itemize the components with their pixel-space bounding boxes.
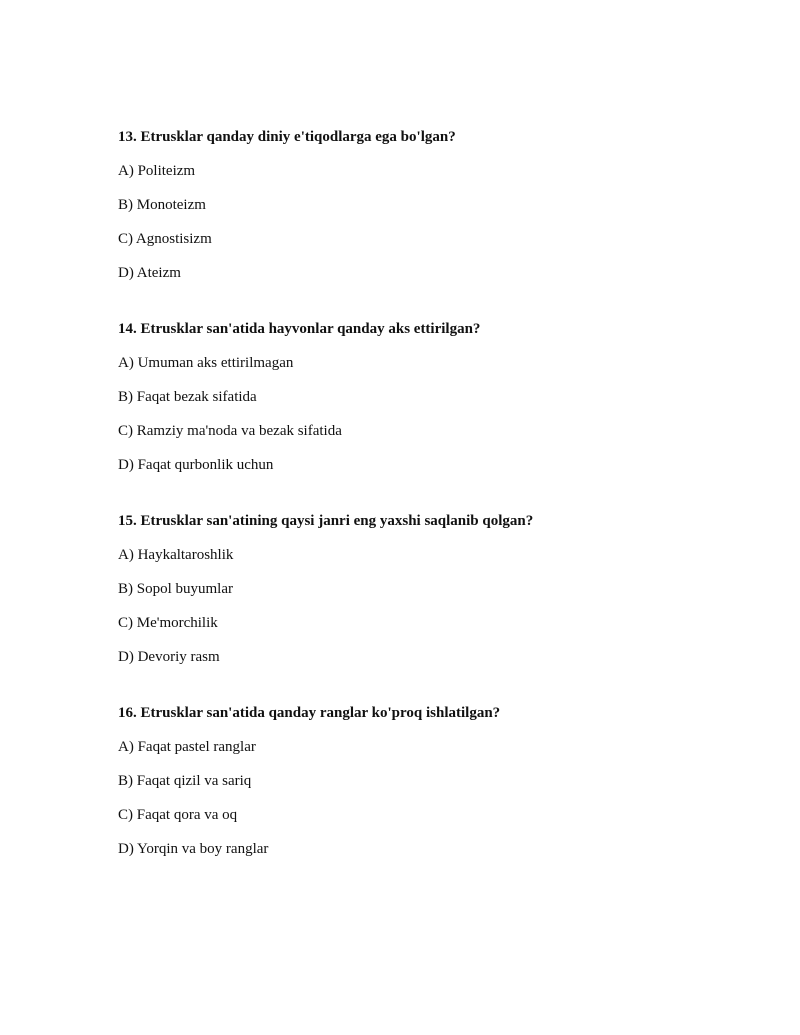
option-b: B) Faqat bezak sifatida (118, 389, 257, 405)
option-a: A) Haykaltaroshlik (118, 547, 234, 563)
option-a: A) Politeizm (118, 163, 196, 179)
question-13 (118, 127, 718, 283)
option-d: D) Yorqin va boy ranglar (118, 841, 269, 857)
question-text: 16. Etrusklar san'atida qanday ranglar ko'proq ishlatilgan? (118, 705, 501, 721)
question-list (118, 127, 718, 895)
question-text: 15. Etrusklar san'atining qaysi janri eng yaxshi saqlanib qolgan? (118, 513, 534, 529)
option-d: D) Ateizm (118, 265, 181, 281)
option-a: A) Umuman aks ettirilmagan (118, 355, 294, 371)
question-16 (118, 703, 718, 859)
option-c: C) Agnostisizm (118, 231, 212, 247)
option-a: A) Faqat pastel ranglar (118, 739, 256, 755)
option-b: B) Monoteizm (118, 197, 206, 213)
question-14 (118, 319, 718, 475)
option-d: D) Faqat qurbonlik uchun (118, 457, 274, 473)
option-b: B) Faqat qizil va sariq (118, 773, 252, 789)
option-d: D) Devoriy rasm (118, 649, 220, 665)
option-b: B) Sopol buyumlar (118, 581, 233, 597)
question-text: 14. Etrusklar san'atida hayvonlar qanday aks ettirilgan? (118, 321, 481, 337)
option-c: C) Faqat qora va oq (118, 807, 238, 823)
question-text: 13. Etrusklar qanday diniy e'tiqodlarga ega bo'lgan? (118, 129, 456, 145)
option-c: C) Me'morchilik (118, 615, 218, 631)
option-c: C) Ramziy ma'noda va bezak sifatida (118, 423, 342, 439)
question-15 (118, 511, 718, 667)
